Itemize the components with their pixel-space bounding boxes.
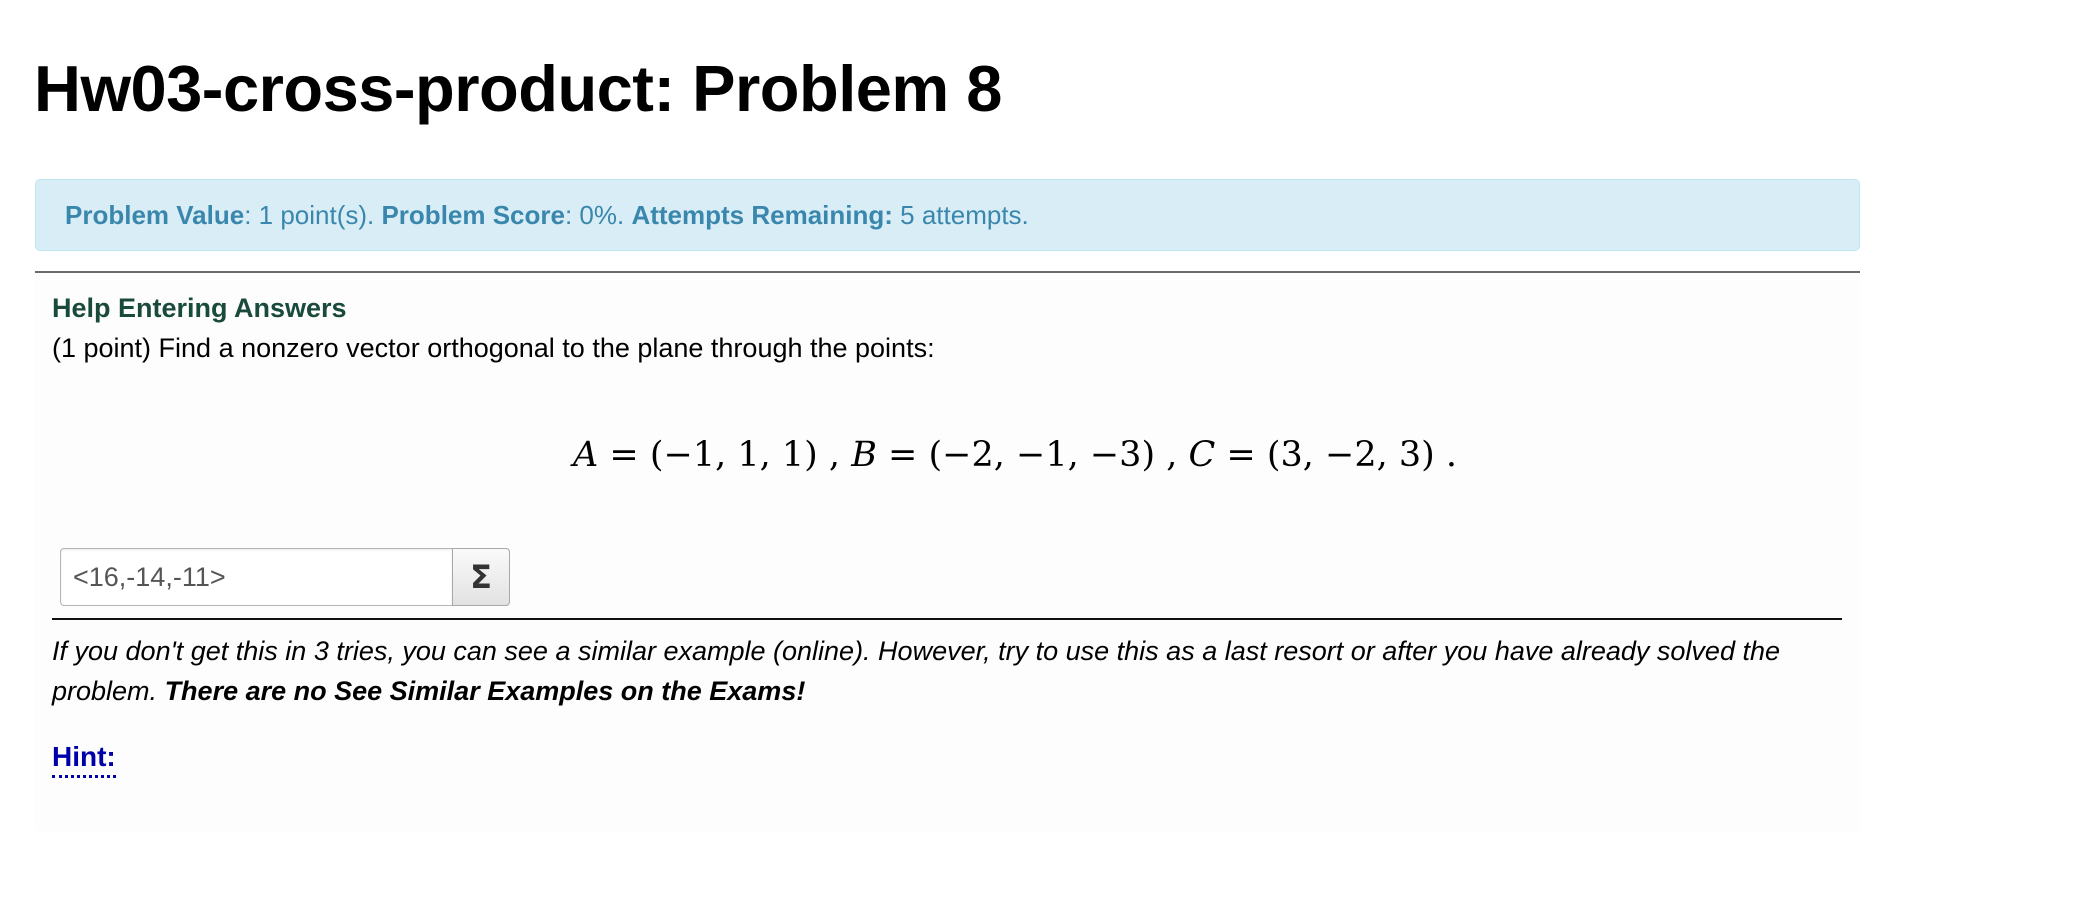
point-b-value: = (−2, −1, −3) , [876, 435, 1189, 475]
sigma-icon: Σ [470, 558, 492, 596]
points-equation [573, 431, 1457, 479]
attempts-remaining: 5 attempts. [892, 200, 1029, 230]
similar-example-note [52, 631, 1852, 711]
problem-value-label: Problem Value [65, 200, 245, 230]
problem-score: : 0%. [564, 200, 632, 230]
problem-value: : 1 point(s). [244, 200, 382, 230]
point-a-value: = (−1, 1, 1) , [598, 435, 852, 475]
problem-body [35, 271, 1860, 831]
point-c-label: C [1188, 435, 1216, 475]
point-c-value: = (3, −2, 3) . [1215, 435, 1458, 475]
point-a-label: A [573, 435, 599, 475]
problem-score-label: Problem Score [381, 200, 565, 230]
hint-link[interactable]: Hint: [52, 739, 116, 778]
page-title: Hw03-cross-product: Problem 8 [34, 52, 1002, 125]
equation-editor-button[interactable] [452, 548, 510, 606]
attempts-remaining-label: Attempts Remaining: [631, 200, 893, 230]
point-b-label: B [851, 435, 877, 475]
answer-input[interactable] [60, 548, 452, 606]
note-text: If you don't get this in 3 tries, you can see a similar example (online). However, try to use this as a last resort or after you have already solved the problem. [52, 636, 1780, 706]
help-entering-answers-link[interactable]: Help Entering Answers [52, 293, 347, 323]
problem-info-bar [35, 179, 1860, 251]
divider [52, 618, 1842, 620]
answer-group [60, 548, 510, 606]
note-bold-text: There are no See Similar Examples on the Exams! [164, 676, 806, 706]
problem-statement: (1 point) Find a nonzero vector orthogonal to the plane through the points: [52, 333, 935, 363]
